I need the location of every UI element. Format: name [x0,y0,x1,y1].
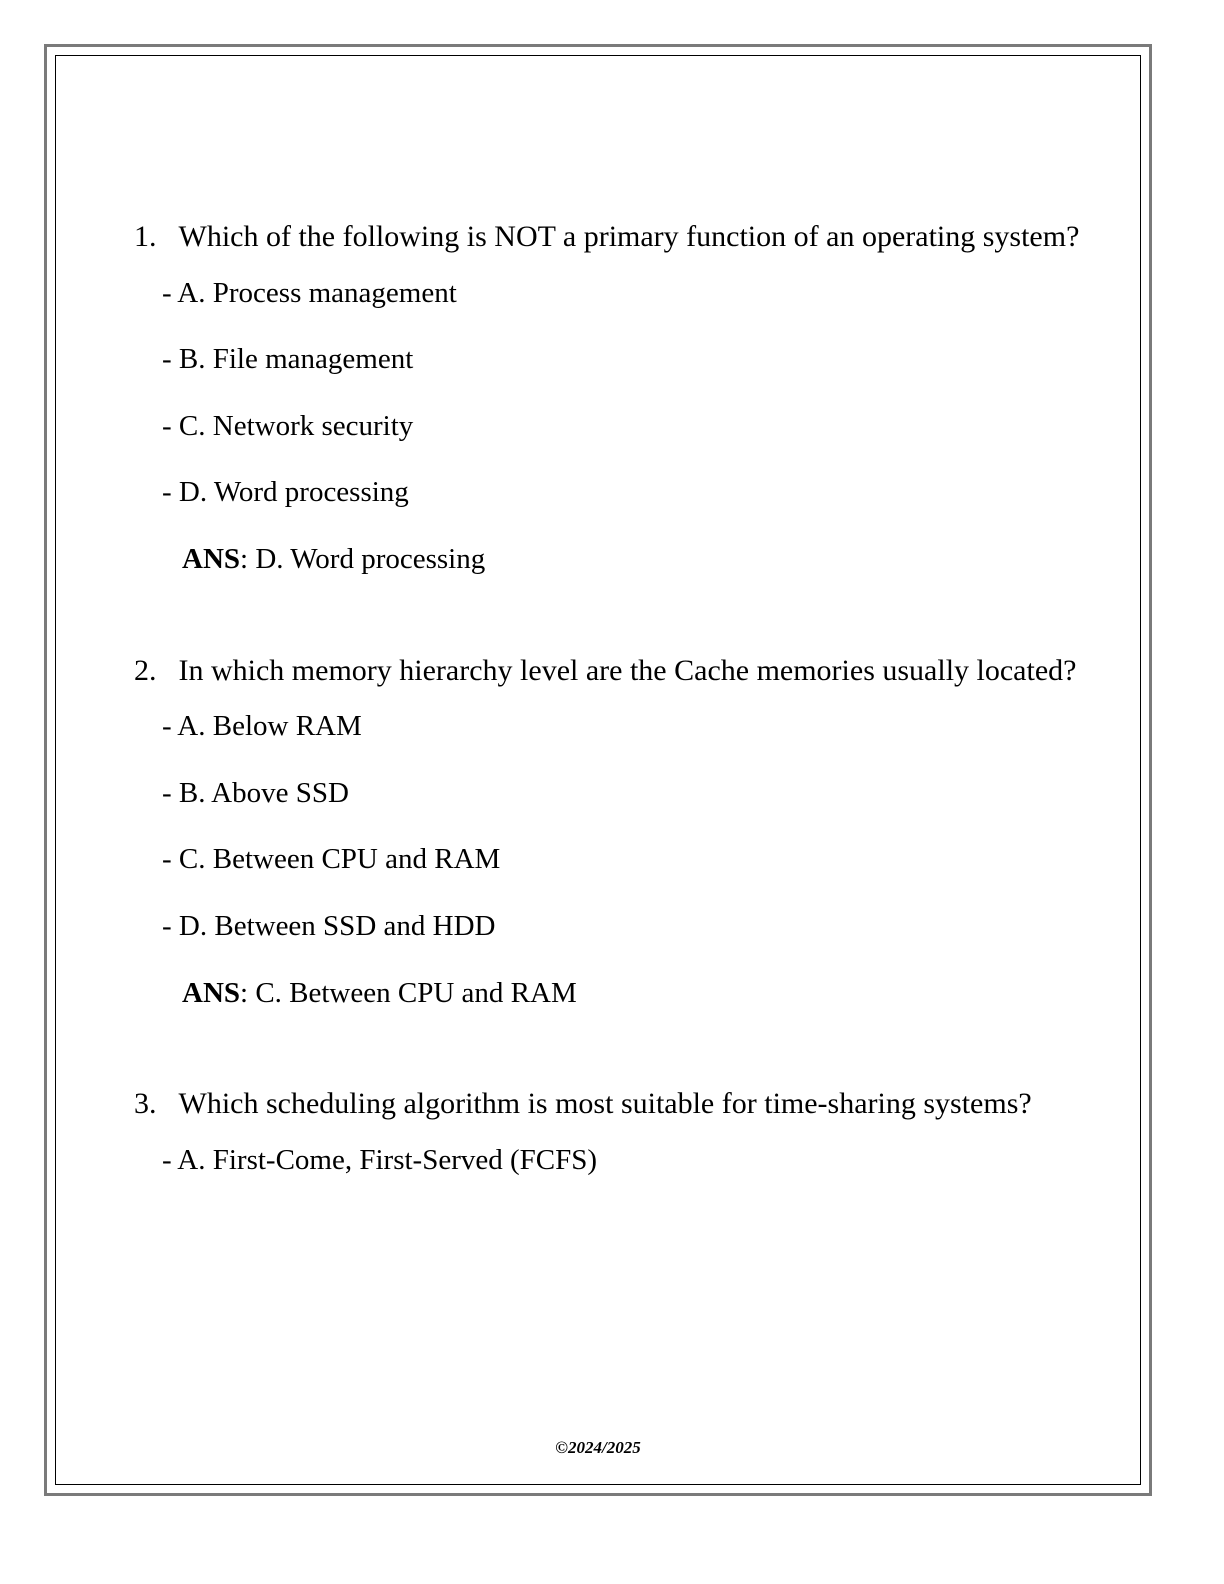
question-2-answer [134,973,1080,1014]
question-2-option-c: - C. Between CPU and RAM [162,843,501,876]
question-1-option-a: - A. Process management [162,276,457,309]
question-block-2 [134,650,1080,1014]
question-2-option-b: - B. Above SSD [162,776,349,809]
question-1-number: 1. [134,220,157,253]
question-1-answer [134,539,1080,580]
question-1-text [134,216,1080,259]
question-1-answer-text: : D. Word processing [240,542,486,575]
question-3-body: Which scheduling algorithm is most suitable for time-sharing systems? [178,1087,1032,1121]
question-2-option-d: - D. Between SSD and HDD [162,909,496,942]
document-page [55,55,1141,1485]
question-1-answer-label: ANS [182,542,241,575]
question-3-text [134,1083,1080,1126]
question-2-number: 2. [134,653,157,687]
page-footer: ©2024/2025 [555,1438,641,1457]
question-2-answer-text: : C. Between CPU and RAM [240,976,577,1009]
question-1-option-c: - C. Network security [162,409,414,442]
document-content [134,216,1080,1206]
question-1-option-d: - D. Word processing [162,476,409,509]
question-spacer-1 [134,606,1080,650]
question-1-option-b: - B. File management [162,343,414,376]
question-3-number: 3. [134,1087,157,1121]
document-page-border [44,44,1152,1496]
question-2-option-a: - A. Below RAM [162,710,362,743]
question-block-3 [134,1083,1080,1180]
question-3-option-a: - A. First-Come, First-Served (FCFS) [162,1143,598,1176]
question-2-body: In which memory hierarchy level are the Cache memories usually located? [178,653,1077,687]
question-block-1 [134,216,1080,580]
question-1-body: Which of the following is NOT a primary function of an operating system? [178,220,1080,253]
question-2-text [134,650,1080,693]
question-spacer-2 [134,1039,1080,1083]
question-2-answer-label: ANS [182,976,241,1009]
